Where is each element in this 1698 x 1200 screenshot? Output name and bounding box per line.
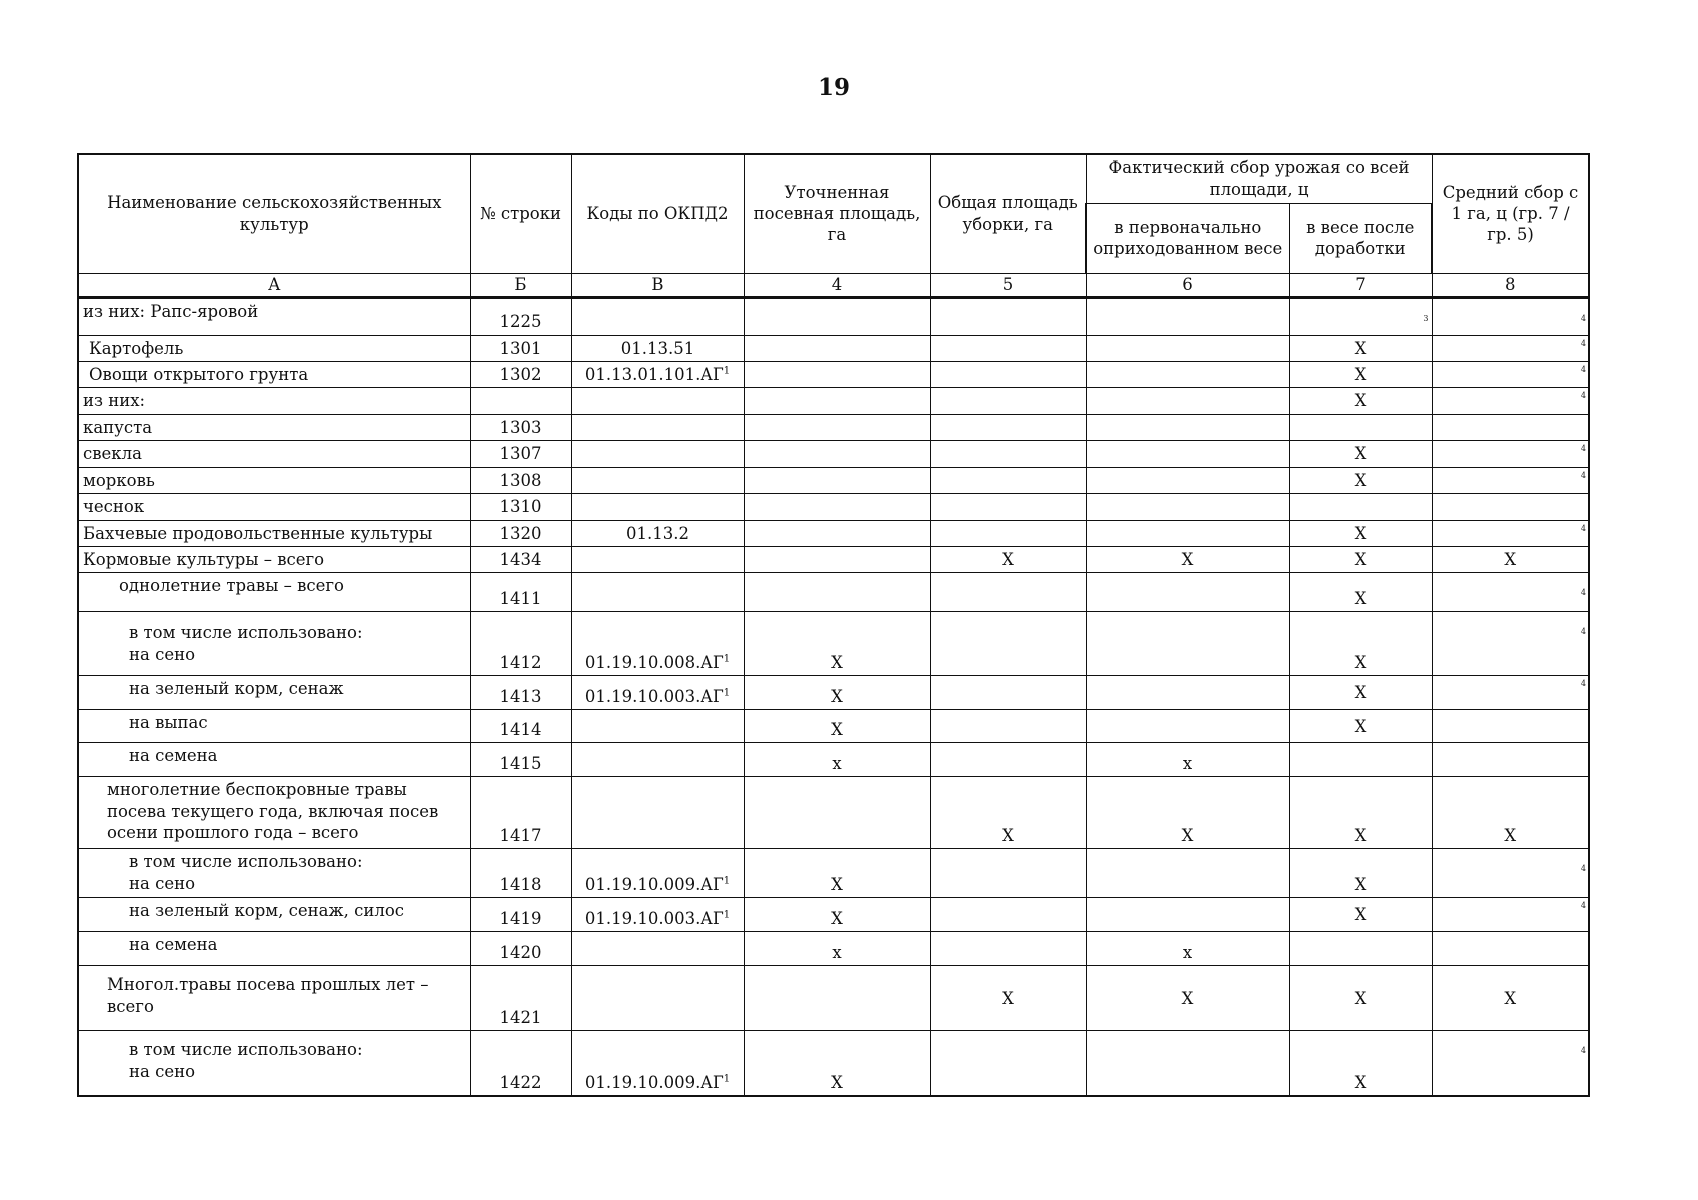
column-letter: 8 [1432, 273, 1589, 297]
processed-weight-cell: Х [1289, 849, 1432, 898]
harvest-area-cell: Х [930, 547, 1086, 573]
average-yield-cell [1432, 520, 1589, 546]
processed-weight-cell [1289, 932, 1432, 966]
table-row [78, 898, 1589, 932]
sown-area-cell [744, 494, 930, 520]
average-yield-cell [1432, 612, 1589, 676]
table-row [78, 297, 1589, 335]
row-number: 1307 [470, 441, 571, 467]
harvest-area-cell [930, 573, 1086, 612]
initial-weight-cell [1086, 612, 1289, 676]
average-yield-cell [1432, 1031, 1589, 1096]
harvest-area-cell [930, 388, 1086, 414]
crop-name: Картофель [78, 335, 470, 361]
header-initial-weight: в первоначально оприходованном весе [1086, 203, 1289, 273]
average-yield-cell [1432, 676, 1589, 710]
crop-name: на выпас [78, 710, 470, 743]
crop-name: чеснок [78, 494, 470, 520]
footnote-mark: 4 [1580, 679, 1587, 689]
header-row-number: № строки [470, 154, 571, 273]
footnote-mark: 4 [1580, 444, 1587, 454]
average-yield-cell [1432, 494, 1589, 520]
average-yield-cell [1432, 414, 1589, 440]
sown-area-cell [744, 966, 930, 1031]
initial-weight-cell [1086, 1031, 1289, 1096]
harvest-area-cell [930, 743, 1086, 777]
okpd2-code [571, 710, 744, 743]
sown-area-cell [744, 520, 930, 546]
table-row [78, 612, 1589, 676]
row-number: 1434 [470, 547, 571, 573]
harvest-area-cell [930, 520, 1086, 546]
header-okpd2-codes: Коды по ОКПД2 [571, 154, 744, 273]
crop-name: в том числе использовано: на сено [78, 849, 470, 898]
okpd2-code: 01.13.51 [571, 335, 744, 361]
harvest-area-cell [930, 494, 1086, 520]
sown-area-cell [744, 297, 930, 335]
footnote-mark: 4 [1580, 588, 1587, 598]
initial-weight-cell [1086, 388, 1289, 414]
footnote-mark: 4 [1580, 470, 1587, 480]
column-letter: В [571, 273, 744, 297]
okpd2-code [571, 966, 744, 1031]
average-yield-cell [1432, 849, 1589, 898]
okpd2-code [571, 932, 744, 966]
okpd2-code [571, 777, 744, 849]
okpd2-code [571, 494, 744, 520]
processed-weight-cell [1289, 494, 1432, 520]
okpd2-code: $01.19.10.009.АГ^1$ [571, 849, 744, 898]
average-yield-cell: Х [1432, 777, 1589, 849]
harvest-area-cell [930, 710, 1086, 743]
table-row [78, 966, 1589, 1031]
okpd2-code: $01.13.01.101.АГ^1$ [571, 361, 744, 387]
sown-area-cell: Х [744, 898, 930, 932]
crop-name: на зеленый корм, сенаж [78, 676, 470, 710]
table-row [78, 932, 1589, 966]
harvest-area-cell [930, 932, 1086, 966]
initial-weight-cell: х [1086, 743, 1289, 777]
initial-weight-cell [1086, 520, 1289, 546]
initial-weight-cell [1086, 676, 1289, 710]
processed-weight-cell [1289, 297, 1432, 335]
crop-name: однолетние травы – всего [78, 573, 470, 612]
harvest-area-cell [930, 849, 1086, 898]
crop-harvest-table [77, 153, 1590, 1097]
initial-weight-cell [1086, 361, 1289, 387]
crop-name: Кормовые культуры – всего [78, 547, 470, 573]
harvest-area-cell [930, 1031, 1086, 1096]
row-number: 1415 [470, 743, 571, 777]
harvest-area-cell [930, 441, 1086, 467]
harvest-area-cell [930, 898, 1086, 932]
initial-weight-cell [1086, 494, 1289, 520]
harvest-area-cell [930, 612, 1086, 676]
sown-area-cell [744, 388, 930, 414]
okpd2-code [571, 297, 744, 335]
table-row [78, 547, 1589, 573]
header-harvest-area: Общая площадь уборки, га [930, 154, 1086, 273]
sown-area-cell [744, 547, 930, 573]
crop-name: многолетние беспокровные травы посева текущего года, включая посев осени прошлого года – всего [78, 777, 470, 849]
average-yield-cell: Х [1432, 547, 1589, 573]
harvest-area-cell [930, 361, 1086, 387]
crop-name: на семена [78, 743, 470, 777]
column-letter: Б [470, 273, 571, 297]
sown-area-cell: Х [744, 612, 930, 676]
crop-name: на зеленый корм, сенаж, силос [78, 898, 470, 932]
harvest-area-cell: Х [930, 966, 1086, 1031]
processed-weight-cell: Х [1289, 898, 1432, 932]
table-row [78, 414, 1589, 440]
column-letter: 5 [930, 273, 1086, 297]
processed-weight-cell: Х [1289, 573, 1432, 612]
okpd2-code: 01.13.2 [571, 520, 744, 546]
page-number: 19 [817, 74, 850, 101]
processed-weight-cell: Х [1289, 777, 1432, 849]
initial-weight-cell: Х [1086, 966, 1289, 1031]
okpd2-code [571, 388, 744, 414]
okpd2-code [571, 467, 744, 493]
table-row [78, 743, 1589, 777]
initial-weight-cell [1086, 441, 1289, 467]
header-actual-harvest-group: Фактический сбор урожая со всей площади, ц [1086, 154, 1432, 203]
processed-weight-cell: Х [1289, 441, 1432, 467]
row-number: 1308 [470, 467, 571, 493]
footnote-mark: 4 [1580, 391, 1587, 401]
row-number: 1420 [470, 932, 571, 966]
processed-weight-cell: Х [1289, 467, 1432, 493]
table-row [78, 361, 1589, 387]
sown-area-cell: Х [744, 849, 930, 898]
footnote-mark: 4 [1580, 627, 1587, 637]
row-number: 1419 [470, 898, 571, 932]
header-average-yield: Средний сбор с 1 га, ц (гр. 7 / гр. 5) [1432, 154, 1589, 273]
table-row [78, 849, 1589, 898]
row-number: 1411 [470, 573, 571, 612]
column-letter: А [78, 273, 470, 297]
footnote-mark: 4 [1580, 1046, 1587, 1056]
table-row [78, 388, 1589, 414]
initial-weight-cell [1086, 297, 1289, 335]
average-yield-cell [1432, 335, 1589, 361]
harvest-area-cell [930, 335, 1086, 361]
sown-area-cell: Х [744, 676, 930, 710]
row-number: 1302 [470, 361, 571, 387]
table-row [78, 1031, 1589, 1096]
harvest-area-cell [930, 297, 1086, 335]
header-crop-name: Наименование сельскохозяйственных культур [78, 154, 470, 273]
processed-weight-cell: Х [1289, 710, 1432, 743]
table-row [78, 441, 1589, 467]
header-sown-area: Уточненная посевная площадь, га [744, 154, 930, 273]
average-yield-cell [1432, 388, 1589, 414]
row-number: 1413 [470, 676, 571, 710]
column-letter: 7 [1289, 273, 1432, 297]
sown-area-cell [744, 361, 930, 387]
table-row [78, 710, 1589, 743]
average-yield-cell: Х [1432, 966, 1589, 1031]
okpd2-code: $01.19.10.009.АГ^1$ [571, 1031, 744, 1096]
average-yield-cell [1432, 932, 1589, 966]
sown-area-cell [744, 441, 930, 467]
footnote-mark: 4 [1580, 313, 1587, 323]
sown-area-cell: Х [744, 710, 930, 743]
crop-name: на семена [78, 932, 470, 966]
crop-name: из них: [78, 388, 470, 414]
average-yield-cell [1432, 573, 1589, 612]
initial-weight-cell: Х [1086, 547, 1289, 573]
okpd2-code [571, 573, 744, 612]
initial-weight-cell [1086, 467, 1289, 493]
processed-weight-cell: Х [1289, 676, 1432, 710]
sown-area-cell [744, 414, 930, 440]
column-letters-row [78, 273, 1589, 297]
footnote-mark: 3 [1423, 313, 1429, 323]
processed-weight-cell [1289, 743, 1432, 777]
average-yield-cell [1432, 297, 1589, 335]
row-number [470, 388, 571, 414]
row-number: 1417 [470, 777, 571, 849]
initial-weight-cell: х [1086, 932, 1289, 966]
average-yield-cell [1432, 898, 1589, 932]
processed-weight-cell: Х [1289, 1031, 1432, 1096]
row-number: 1320 [470, 520, 571, 546]
okpd2-code: $01.19.10.003.АГ^1$ [571, 898, 744, 932]
sown-area-cell [744, 467, 930, 493]
row-number: 1301 [470, 335, 571, 361]
table-row [78, 335, 1589, 361]
processed-weight-cell: Х [1289, 388, 1432, 414]
sown-area-cell [744, 573, 930, 612]
average-yield-cell [1432, 710, 1589, 743]
processed-weight-cell: Х [1289, 520, 1432, 546]
row-number: 1414 [470, 710, 571, 743]
crop-name: Многол.травы посева прошлых лет – всего [78, 966, 470, 1031]
footnote-mark: 4 [1580, 901, 1587, 911]
row-number: 1225 [470, 297, 571, 335]
harvest-area-cell: Х [930, 777, 1086, 849]
sown-area-cell: Х [744, 1031, 930, 1096]
footnote-mark: 4 [1580, 864, 1587, 874]
initial-weight-cell [1086, 710, 1289, 743]
footnote-mark: 4 [1580, 364, 1587, 374]
footnote-mark: 4 [1580, 338, 1587, 348]
okpd2-code [571, 743, 744, 777]
initial-weight-cell [1086, 898, 1289, 932]
table-row [78, 494, 1589, 520]
crop-name: в том числе использовано: на сено [78, 1031, 470, 1096]
column-letter: 4 [744, 273, 930, 297]
harvest-area-cell [930, 414, 1086, 440]
table-row [78, 573, 1589, 612]
header-after-processing-weight: в весе после доработки [1289, 203, 1432, 273]
crop-name: капуста [78, 414, 470, 440]
average-yield-cell [1432, 361, 1589, 387]
crop-name: Овощи открытого грунта [78, 361, 470, 387]
harvest-area-cell [930, 467, 1086, 493]
initial-weight-cell: Х [1086, 777, 1289, 849]
average-yield-cell [1432, 467, 1589, 493]
row-number: 1421 [470, 966, 571, 1031]
initial-weight-cell [1086, 335, 1289, 361]
processed-weight-cell: Х [1289, 612, 1432, 676]
table-row [78, 676, 1589, 710]
crop-name: морковь [78, 467, 470, 493]
initial-weight-cell [1086, 573, 1289, 612]
sown-area-cell [744, 335, 930, 361]
crop-name: из них: Рапс-яровой [78, 297, 470, 335]
table-row [78, 467, 1589, 493]
average-yield-cell [1432, 441, 1589, 467]
footnote-mark: 4 [1580, 523, 1587, 533]
processed-weight-cell: Х [1289, 335, 1432, 361]
sown-area-cell: х [744, 932, 930, 966]
row-number: 1412 [470, 612, 571, 676]
processed-weight-cell: Х [1289, 966, 1432, 1031]
initial-weight-cell [1086, 414, 1289, 440]
row-number: 1303 [470, 414, 571, 440]
harvest-area-cell [930, 676, 1086, 710]
average-yield-cell [1432, 743, 1589, 777]
table-row [78, 520, 1589, 546]
processed-weight-cell: Х [1289, 547, 1432, 573]
crop-name: Бахчевые продовольственные культуры [78, 520, 470, 546]
okpd2-code [571, 547, 744, 573]
initial-weight-cell [1086, 849, 1289, 898]
column-letter: 6 [1086, 273, 1289, 297]
okpd2-code: $01.19.10.003.АГ^1$ [571, 676, 744, 710]
sown-area-cell [744, 777, 930, 849]
crop-name: в том числе использовано: на сено [78, 612, 470, 676]
row-number: 1422 [470, 1031, 571, 1096]
processed-weight-cell [1289, 414, 1432, 440]
okpd2-code [571, 441, 744, 467]
crop-name: свекла [78, 441, 470, 467]
okpd2-code [571, 414, 744, 440]
row-number: 1418 [470, 849, 571, 898]
row-number: 1310 [470, 494, 571, 520]
okpd2-code: $01.19.10.008.АГ^1$ [571, 612, 744, 676]
sown-area-cell: х [744, 743, 930, 777]
table-row [78, 777, 1589, 849]
processed-weight-cell: Х [1289, 361, 1432, 387]
